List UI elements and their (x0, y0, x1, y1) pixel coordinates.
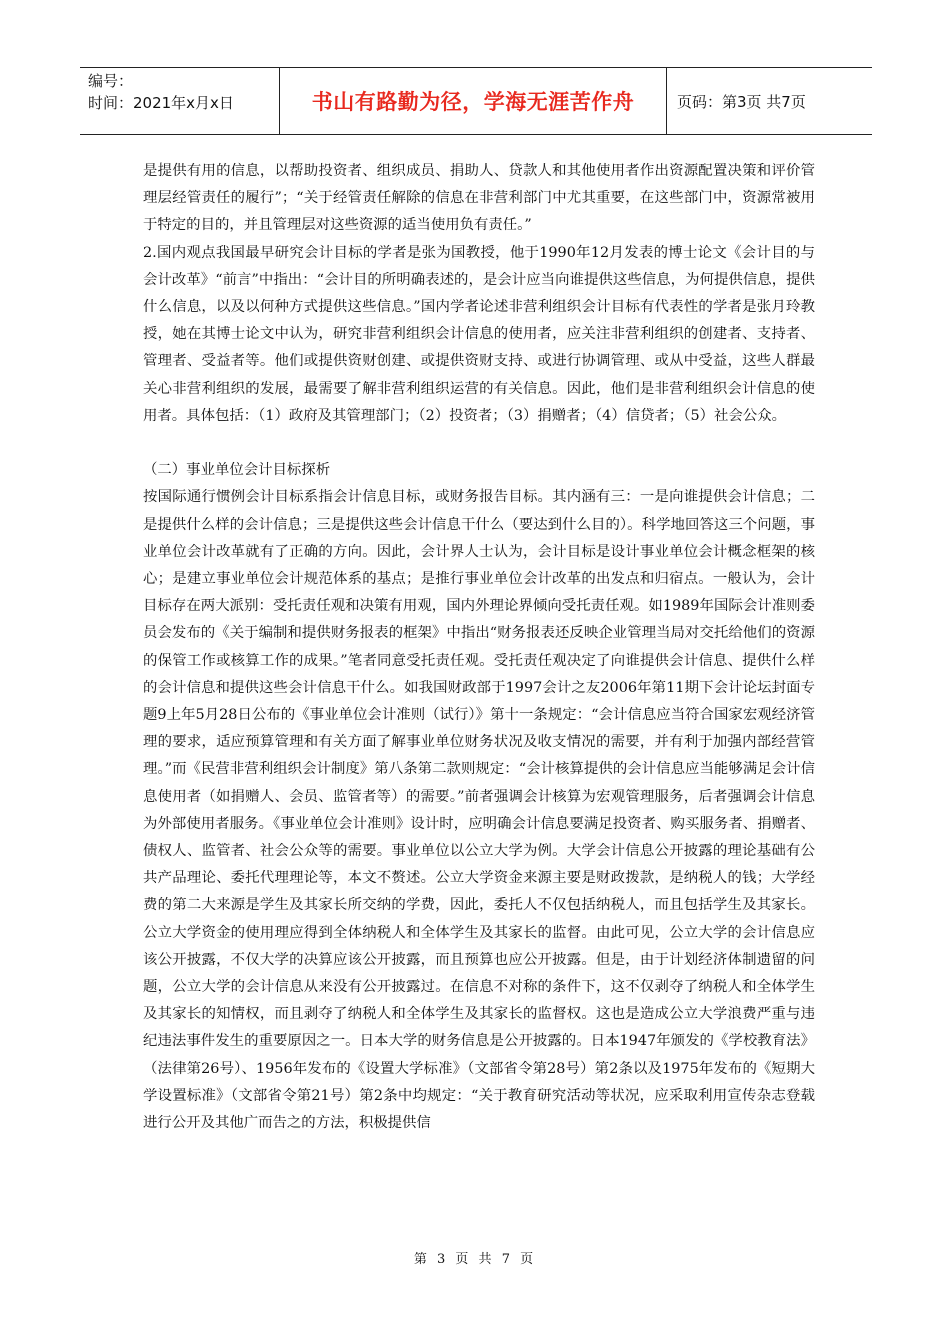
header-motto-cell (280, 68, 667, 134)
paragraph-3: 按国际通行惯例会计目标系指会计信息目标，或财务报告目标。其内涵有三：一是向谁提供会计信息；二是提供什么样的会计信息；三是提供这些会计信息干什么（要达到什么目的）。科学地回答这三个问题，事业单位会计改革就有了正确的方向。因此，会计界人士认为，会计目标是设计事业单位会计概念框架的核心；是建立事业单位会计规范体系的基点；是推行事业单位会计改革的出发点和归宿点。一般认为，会计目标存在两大派别：受托责任观和决策有用观，国内外理论界倾向受托责任观。如1989年国际会计准则委员会发布的《关于编制和提供财务报表的框架》中指出“财务报表还反映企业管理当局对交托给他们的资源的保管工作或核算工作的成果。”笔者同意受托责任观。受托责任观决定了向谁提供会计信息、提供什么样的会计信息和提供这些会计信息干什么。如我国财政部于1997会计之友2006年第11期下会计论坛封面专题9上年5月28日公布的《事业单位会计准则（试行）》第十一条规定：“会计信息应当符合国家宏观经济管理的要求，适应预算管理和有关方面了解事业单位财务状况及收支情况的需要，并有利于加强内部经营管理。”而《民营非营利组织会计制度》第八条第二款则规定：“会计核算提供的会计信息应当能够满足会计信息使用者（如捐赠人、会员、监管者等）的需要。”前者强调会计核算为宏观管理服务，后者强调会计信息为外部使用者服务。《事业单位会计准则》设计时，应明确会计信息要满足投资者、购买服务者、捐赠者、债权人、监管者、社会公众等的需要。事业单位以公立大学为例。大学会计信息公开披露的理论基础有公共产品理论、委托代理理论等，本文不赘述。公立大学资金来源主要是财政拨款，是纳税人的钱；大学经费的第二大来源是学生及其家长所交纳的学费，因此，委托人不仅包括纳税人，而且包括学生及其家长。公立大学资金的使用理应得到全体纳税人和全体学生及其家长的监督。由此可见，公立大学的会计信息应该公开披露，不仅大学的决算应该公开披露，而且预算也应公开披露。但是，由于计划经济体制遗留的问题，公立大学的会计信息从来没有公开披露过。在信息不对称的条件下，这不仅剥夺了纳税人和全体学生及其家长的知情权，而且剥夺了纳税人和全体学生及其家长的监督权。这也是造成公立大学浪费严重与违纪违法事件发生的重要原因之一。日本大学的财务信息是公开披露的。日本1947年颁发的《学校教育法》（法律第26号）、1956年发布的《设置大学标准》（文部省令第28号）第2条以及1975年发布的《短期大学设置标准》（文部省令第21号）第2条中均规定：“关于教育研究活动等状况，应采取利用宣传杂志登载进行公开及其他广而告之的方法，积极提供信 (143, 489, 815, 1132)
section-heading: （二）事业单位会计目标探析 (143, 462, 331, 479)
paragraph-2: 2.国内观点我国最早研究会计目标的学者是张为国教授，他于1990年12月发表的博士论文《会计目的与会计改革》“前言”中指出：“会计目的所明确表述的，是会计应当向谁提供这些信息，为何提供信息，提供什么信息，以及以何种方式提供这些信息。”国内学者论述非营利组织会计目标有代表性的学者是张月玲教授，她在其博士论文中认为，研究非营利组织会计信息的使用者，应关注非营利组织的创建者、支持者、管理者、受益者等。他们或提供资财创建、或提供资财支持、或进行协调管理、或从中受益，这些人群最关心非营利组织的发展，最需要了解非营利组织运营的有关信息。因此，他们是非营利组织会计信息的使用者。具体包括：（1）政府及其管理部门；（2）投资者；（3）捐赠者；（4）信贷者；（5）社会公众。 (143, 244, 815, 424)
header-motto: 书山有路勤为径，学海无涯苦作舟 (311, 90, 635, 114)
document-number-label: 编号： (88, 72, 134, 90)
document-date-label: 时间：2021年x月x日 (88, 94, 234, 112)
blank-line (143, 430, 815, 457)
page-footer: 第 3 页 共 7 页 (413, 1252, 537, 1267)
page-header (80, 67, 872, 135)
header-meta (80, 68, 280, 134)
document-body (143, 158, 815, 1137)
paragraph-1: 是提供有用的信息，以帮助投资者、组织成员、捐助人、贷款人和其他使用者作出资源配置决策和评价管理层经管责任的履行”；“关于经管责任解除的信息在非营利部门中尤其重要，在这些部门中，资源常被用于特定的目的，并且管理层对这些资源的适当使用负有责任。” (143, 163, 815, 234)
header-page-code: 页码：第3页 共7页 (677, 92, 806, 111)
